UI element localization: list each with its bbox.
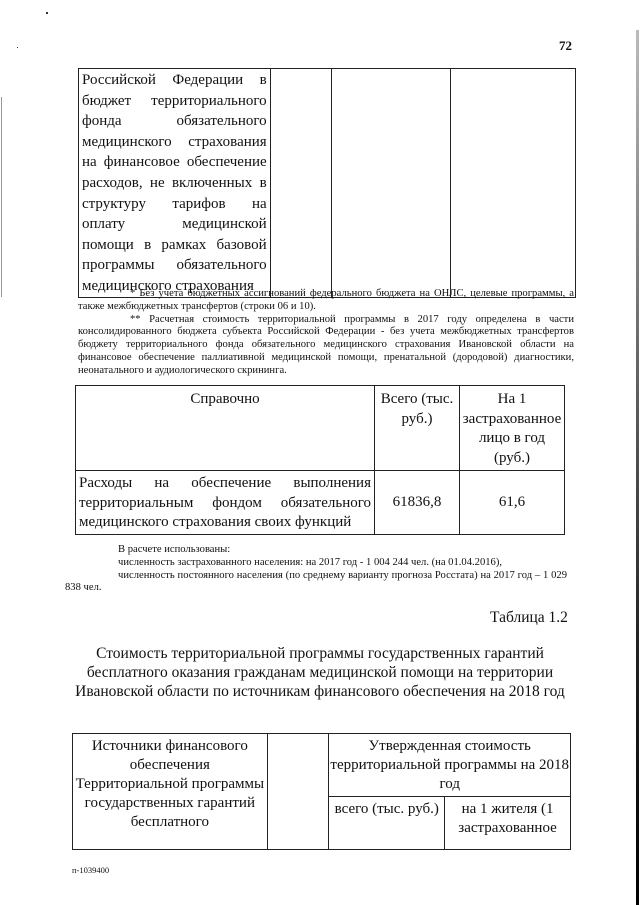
- footer-code: п-1039400: [72, 865, 110, 875]
- table-row: [76, 471, 565, 535]
- calc-notes-line: численность постоянного населения (по среднему варианту прогноза Росстата) на 2017 год – 1 029 838 чел.: [65, 569, 567, 594]
- header-per-insured: На 1 застрахованное лицо в год (руб.): [460, 386, 565, 471]
- footnote-2: ** Расчетная стоимость территориальной программы в 2017 году определена в части консолидированного бюджета субъекта Российской Федерации - без учета межбюджетных трансфертов бюджету территориального фонда обязательного медицинского страхования Ивановской области на финансовое обеспечение паллиативной медицинской помощи, пренатальной (дородовой) диагностики, неонатального и аудиологического скрининга.: [78, 313, 574, 376]
- header-approved-cost: Утвержденная стоимость территориальной программы на 2018 год: [329, 734, 571, 797]
- table-header-row: [76, 386, 565, 471]
- scan-edge: [1, 97, 2, 297]
- table-row: [79, 69, 576, 298]
- page-number: 72: [559, 38, 572, 53]
- per-insured-value-cell: 61,6: [460, 471, 565, 535]
- scan-edge: [636, 30, 639, 905]
- value-cell: [331, 69, 451, 298]
- table-title: Стоимость территориальной программы государственных гарантий бесплатного оказания гражданам медицинской помощи на территории Ивановской области по источникам финансового обеспечения на 2018 год: [75, 645, 565, 700]
- table-1-2: [72, 733, 571, 850]
- reference-table: [75, 385, 565, 535]
- row-label-cell: Расходы на обеспечение выполнения территориальным фондом обязательного медицинского страхования своих функций: [76, 471, 375, 535]
- header-sources: Источники финансового обеспечения Территориальной программы государственных гарантий бесплатного: [73, 734, 268, 850]
- calculation-notes: [65, 544, 567, 595]
- header-total: всего (тыс. руб.): [329, 796, 445, 849]
- footnotes: [78, 288, 574, 378]
- calc-notes-intro: В расчете использованы:: [118, 544, 231, 555]
- calc-notes-line: численность застрахованного населения: на 2017 год - 1 004 244 чел. (на 01.04.2016),: [118, 556, 503, 568]
- table-header-row: [73, 734, 571, 797]
- row-number-cell: [270, 69, 331, 298]
- scan-speck: [17, 47, 18, 48]
- table-label: Таблица 1.2: [490, 609, 568, 626]
- scan-speck: [46, 12, 48, 14]
- continuation-table: [78, 68, 576, 298]
- header-reference: Справочно: [76, 386, 375, 471]
- header-total: Всего (тыс. руб.): [375, 386, 460, 471]
- header-row-number: [267, 734, 329, 850]
- row-label-cell: Российской Федерации в бюджет территориального фонда обязательного медицинского страхования на финансовое обеспечение расходов, не включенных в структуру тарифов на оплату медицинской помощи в рамках базовой программы обязательного медицинского страхования: [79, 69, 271, 298]
- value-cell: [451, 69, 576, 298]
- total-value-cell: 61836,8: [375, 471, 460, 535]
- footnote-1: * Без учета бюджетных ассигнований федерального бюджета на ОНЛС, целевые программы, а также межбюджетных трансфертов (строки 06 и 10).: [78, 288, 574, 312]
- header-per-resident: на 1 жителя (1 застрахованное: [445, 796, 571, 849]
